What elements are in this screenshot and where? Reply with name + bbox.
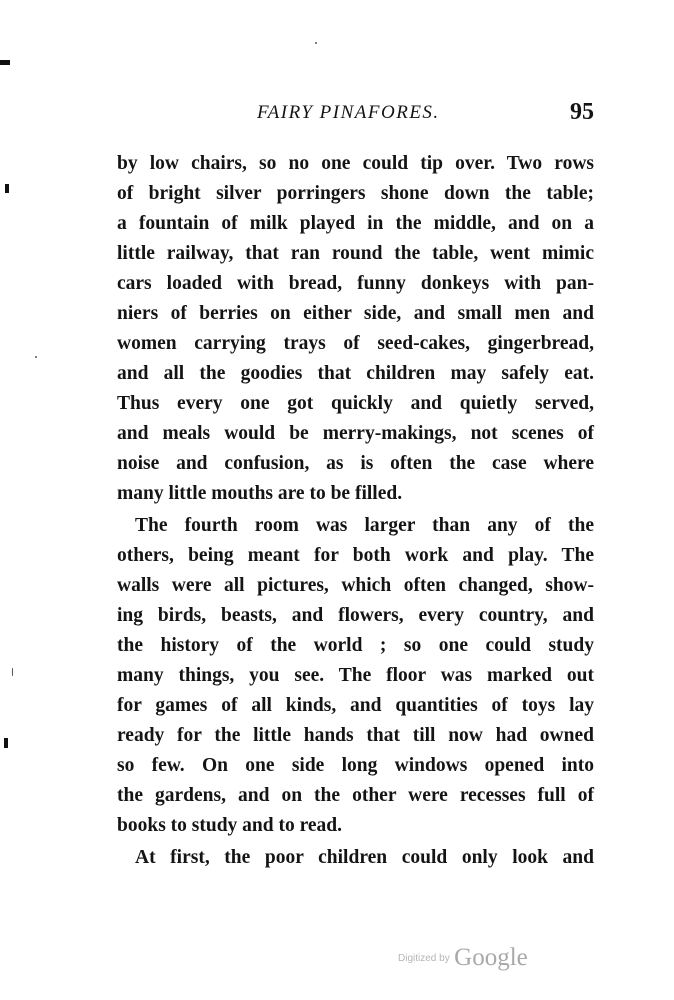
text-line: women carrying trays of seed-cakes, gingerbread, bbox=[117, 333, 594, 354]
google-wordmark: Google bbox=[454, 944, 528, 971]
text-line: so few. On one side long windows opened into bbox=[117, 755, 594, 776]
scan-speck bbox=[12, 668, 13, 676]
text-line: for games of all kinds, and quantities of toys lay bbox=[117, 695, 594, 716]
scan-speck bbox=[315, 42, 317, 44]
scan-margin-mark bbox=[4, 738, 8, 748]
digitized-label: Digitized by bbox=[398, 953, 450, 964]
text-line: Thus every one got quickly and quietly served, bbox=[117, 393, 594, 414]
digitized-by-google-watermark bbox=[398, 944, 528, 972]
text-line: many little mouths are to be filled. bbox=[117, 483, 403, 504]
text-line: the gardens, and on the other were recesses full of bbox=[117, 785, 594, 806]
text-line: and all the goodies that children may safely eat. bbox=[117, 363, 594, 384]
page-number: 95 bbox=[570, 99, 594, 125]
text-line: noise and confusion, as is often the case where bbox=[117, 453, 594, 474]
text-line: cars loaded with bread, funny donkeys with pan- bbox=[117, 273, 594, 294]
text-line: niers of berries on either side, and small men and bbox=[117, 303, 594, 324]
scan-speck bbox=[35, 356, 37, 358]
text-line: of bright silver porringers shone down the table; bbox=[117, 183, 594, 204]
text-line: others, being meant for both work and play. The bbox=[117, 545, 594, 566]
text-line: books to study and to read. bbox=[117, 815, 343, 836]
text-line: At first, the poor children could only look and bbox=[135, 847, 594, 868]
scan-margin-mark bbox=[5, 184, 9, 193]
text-line: walls were all pictures, which often changed, show- bbox=[117, 575, 594, 596]
scan-margin-mark bbox=[0, 60, 10, 65]
text-line: ready for the little hands that till now had owned bbox=[117, 725, 594, 746]
text-line: many things, you see. The floor was marked out bbox=[117, 665, 594, 686]
text-line: ing birds, beasts, and flowers, every country, and bbox=[117, 605, 594, 626]
running-title: FAIRY PINAFORES. bbox=[257, 102, 440, 123]
text-line: and meals would be merry-makings, not scenes of bbox=[117, 423, 594, 444]
text-line: the history of the world ; so one could study bbox=[117, 635, 594, 656]
text-line: The fourth room was larger than any of the bbox=[135, 515, 594, 536]
text-line: little railway, that ran round the table, went mimic bbox=[117, 243, 594, 264]
text-line: a fountain of milk played in the middle, and on a bbox=[117, 213, 594, 234]
text-line: by low chairs, so no one could tip over. Two rows bbox=[117, 153, 594, 174]
